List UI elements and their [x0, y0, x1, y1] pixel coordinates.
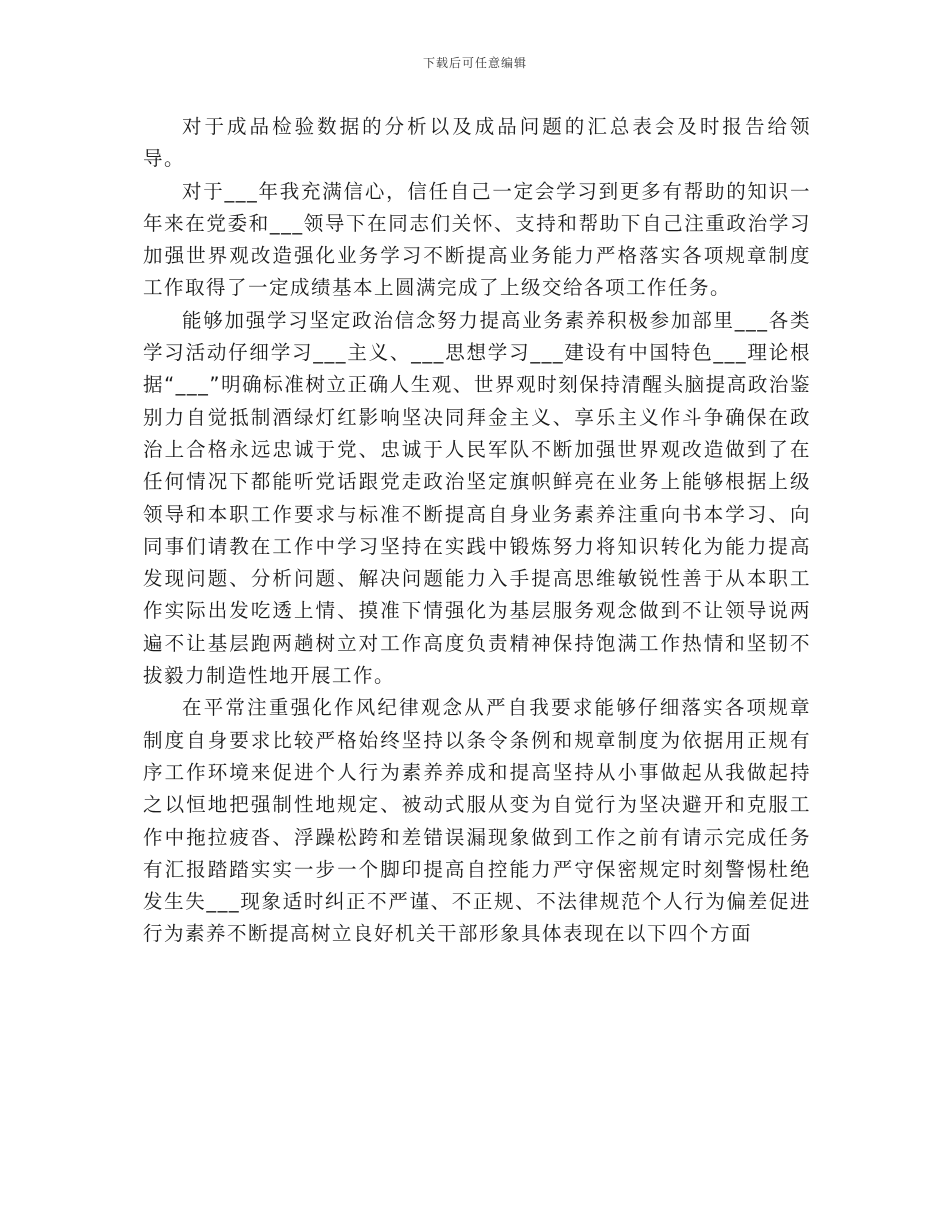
paragraph-inspection-report: 对于成品检验数据的分析以及成品问题的汇总表会及时报告给领导。 [143, 115, 811, 171]
download-note: 下载后可任意编辑 [422, 56, 527, 70]
document-body [143, 111, 811, 951]
paragraph-confidence: 对于___年我充满信心，信任自己一定会学习到更多有帮助的知识一年来在党委和___领导下在同志们关怀、支持和帮助下自己注重政治学习加强世界观改造强化业务学习不断提高业务能力严格落实各项规章制度工作取得了一定成绩基本上圆满完成了上级交给各项工作任务。 [143, 179, 811, 300]
paragraph-study: 能够加强学习坚定政治信念努力提高业务素养积极参加部里___各类学习活动仔细学习___主义、___思想学习___建设有中国特色___理论根据“___”明确标准树立正确人生观、世界观时刻保持清醒头脑提高政治鉴别力自觉抵制酒绿灯红影响坚决同拜金主义、享乐主义作斗争确保在政治上合格永远忠诚于党、忠诚于人民军队不断加强世界观改造做到了在任何情况下都能听党话跟党走政治坚定旗帜鲜亮在业务上能够根据上级领导和本职工作要求与标准不断提高自身业务素养注重向书本学习、向同事们请教在工作中学习坚持在实践中锻炼努力将知识转化为能力提高发现问题、分析问题、解决问题能力入手提高思维敏锐性善于从本职工作实际出发吃透上情、摸准下情强化为基层服务观念做到不让领导说两遍不让基层跑两趟树立对工作高度负责精神保持饱满工作热情和坚韧不拔毅力制造性地开展工作。 [143, 308, 811, 688]
paragraph-discipline: 在平常注重强化作风纪律观念从严自我要求能够仔细落实各项规章制度自身要求比较严格始终坚持以条令条例和规章制度为依据用正规有序工作环境来促进个人行为素养养成和提高坚持从小事做起从我做起持之以恒地把强制性地规定、被动式服从变为自觉行为坚决避开和克服工作中拖拉疲沓、浮躁松跨和差错误漏现象做到工作之前有请示完成任务有汇报踏踏实实一步一个脚印提高自控能力严守保密规定时刻警惕杜绝发生失___现象适时纠正不严谨、不正规、不法律规范个人行为偏差促进行为素养不断提高树立良好机关干部形象具体表现在以下四个方面 [143, 696, 811, 946]
